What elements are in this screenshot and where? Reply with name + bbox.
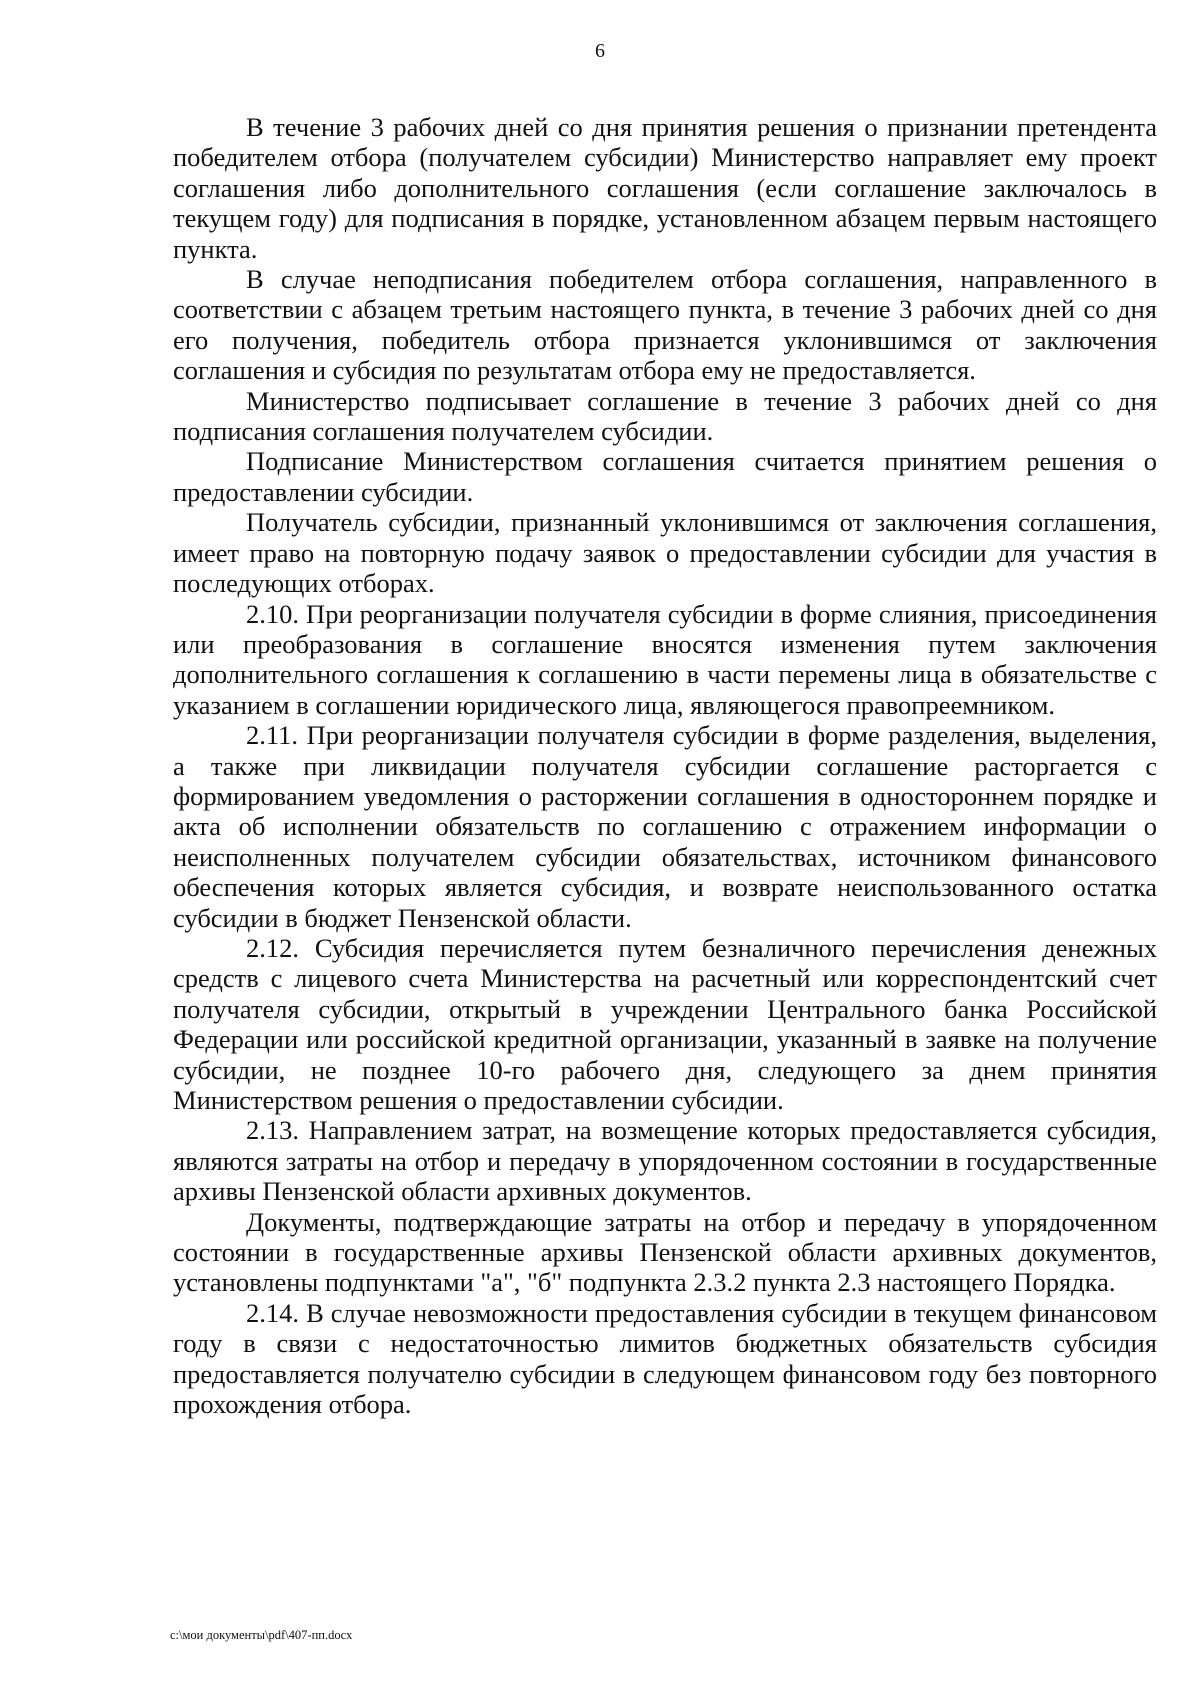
paragraph: Министерство подписывает соглашение в течение 3 рабочих дней со дня подписания соглашения получателем субсидии.	[173, 385, 1157, 447]
footer-file-path: c:\мои документы\pdf\407-пп.docx	[170, 1628, 353, 1642]
paragraph: Получатель субсидии, признанный уклонившимся от заключения соглашения, имеет право на повторную подачу заявок о предоставлении субсидии для участия в последующих отборах.	[173, 507, 1157, 599]
paragraph-2-14: 2.14. В случае невозможности предоставления субсидии в текущем финансовом году в связи с недостаточностью лимитов бюджетных обязательств субсидия предоставляется получателю субсидии в следующем финансовом году без повторного прохождения отбора.	[173, 1297, 1157, 1420]
paragraph-2-11: 2.11. При реорганизации получателя субсидии в форме разделения, выделения, а также при ликвидации получателя субсидии соглашение расторгается с формированием уведомления о расторжении соглашения в одностороннем порядке и акта об исполнении обязательств по соглашению с отражением информации о неисполненных получателем субсидии обязательствах, источником финансового обеспечения которых является субсидия, и возврате неиспользованного остатка субсидии в бюджет Пензенской области.	[173, 720, 1157, 933]
paragraph-2-13: 2.13. Направлением затрат, на возмещение которых предоставляется субсидия, являются затраты на отбор и передачу в упорядоченном состоянии в государственные архивы Пензенской области архивных документов.	[173, 1115, 1157, 1207]
paragraph-2-10: 2.10. При реорганизации получателя субсидии в форме слияния, присоединения или преобразования в соглашение вносятся изменения путем заключения дополнительного соглашения к соглашению в части перемены лица в обязательстве с указанием в соглашении юридического лица, являющегося правопреемником.	[173, 598, 1157, 720]
page-number: 6	[595, 40, 605, 62]
document-body	[173, 112, 1157, 1419]
paragraph: Документы, подтверждающие затраты на отбор и передачу в упорядоченном состоянии в государственные архивы Пензенской области архивных документов, установлены подпунктами "а", "б" подпункта 2.3.2 пункта 2.3 настоящего Порядка.	[173, 1206, 1157, 1298]
paragraph: В случае неподписания победителем отбора соглашения, направленного в соответствии с абзацем третьим настоящего пункта, в течение 3 рабочих дней со дня его получения, победитель отбора признается уклонившимся от заключения соглашения и субсидия по результатам отбора ему не предоставляется.	[173, 264, 1157, 386]
paragraph-2-12: 2.12. Субсидия перечисляется путем безналичного перечисления денежных средств с лицевого счета Министерства на расчетный или корреспондентский счет получателя субсидии, открытый в учреждении Центрального банка Российской Федерации или российской кредитной организации, указанный в заявке на получение субсидии, не позднее 10-го рабочего дня, следующего за днем принятия Министерством решения о предоставлении субсидии.	[173, 932, 1157, 1115]
paragraph: Подписание Министерством соглашения считается принятием решения о предоставлении субсидии.	[173, 446, 1157, 507]
paragraph: В течение 3 рабочих дней со дня принятия решения о признании претендента победителем отбора (получателем субсидии) Министерство направляет ему проект соглашения либо дополнительного соглашения (если соглашение заключалось в текущем году) для подписания в порядке, установленном абзацем первым настоящего пункта.	[173, 112, 1157, 264]
